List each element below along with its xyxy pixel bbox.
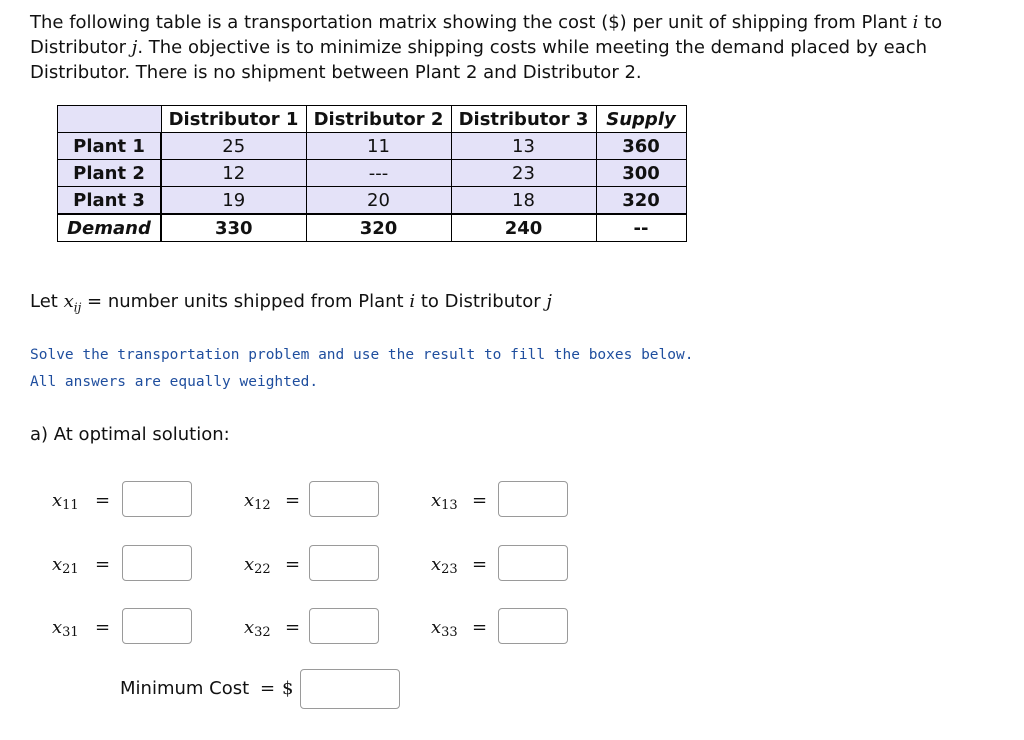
supply-cell: 320 xyxy=(596,187,686,215)
equals-sign: = xyxy=(472,617,488,638)
currency-symbol: $ xyxy=(282,678,294,699)
header-distributor-1: Distributor 1 xyxy=(161,106,306,133)
cost-cell: 19 xyxy=(161,187,306,215)
supply-cell: 360 xyxy=(596,133,686,160)
part-a-heading: a) At optimal solution: xyxy=(30,424,230,445)
header-supply: Supply xyxy=(596,106,686,133)
minimum-cost-label: Minimum Cost xyxy=(120,678,250,699)
var-label-x33: $x_{33}$ xyxy=(431,617,458,640)
problem-statement: The following table is a transportation matrix showing the cost ($) per unit of shipping from Plant i to Distributor j. The objective is to minimize shipping costs while meeting the demand placed by each Distributor. There is no shipment between Plant 2 and Distributor 2. xyxy=(30,12,943,83)
x33-input[interactable] xyxy=(498,608,568,644)
supply-cell: 300 xyxy=(596,160,686,187)
row-label-plant-1: Plant 1 xyxy=(58,133,162,160)
demand-cell: 320 xyxy=(306,214,451,242)
var-label-x22: $x_{22}$ xyxy=(244,554,271,577)
x23-input[interactable] xyxy=(498,545,568,581)
table-row xyxy=(58,133,687,160)
var-label-x11: $x_{11}$ xyxy=(52,490,79,513)
equals-sign: = xyxy=(285,617,301,638)
table-row xyxy=(58,160,687,187)
demand-cell: 240 xyxy=(451,214,596,242)
cost-cell: 12 xyxy=(161,160,306,187)
var-label-x12: $x_{12}$ xyxy=(244,490,271,513)
x11-input[interactable] xyxy=(122,481,192,517)
cost-cell: 25 xyxy=(161,133,306,160)
demand-cell: -- xyxy=(596,214,686,242)
cost-cell: 23 xyxy=(451,160,596,187)
transportation-matrix xyxy=(57,105,687,242)
var-label-x21: $x_{21}$ xyxy=(52,554,79,577)
minimum-cost-input[interactable] xyxy=(300,669,400,709)
demand-cell: 330 xyxy=(161,214,306,242)
cost-cell: 20 xyxy=(306,187,451,215)
equals-sign: = xyxy=(95,554,111,575)
equals-sign: = xyxy=(472,490,488,511)
x22-input[interactable] xyxy=(309,545,379,581)
header-distributor-3: Distributor 3 xyxy=(451,106,596,133)
x21-input[interactable] xyxy=(122,545,192,581)
var-label-x13: $x_{13}$ xyxy=(431,490,458,513)
equals-sign: = xyxy=(260,678,276,699)
x13-input[interactable] xyxy=(498,481,568,517)
table-row xyxy=(58,214,687,242)
header-distributor-2: Distributor 2 xyxy=(306,106,451,133)
equals-sign: = xyxy=(95,490,111,511)
equals-sign: = xyxy=(285,490,301,511)
var-label-x32: $x_{32}$ xyxy=(244,617,271,640)
x31-input[interactable] xyxy=(122,608,192,644)
row-label-plant-3: Plant 3 xyxy=(58,187,162,215)
var-label-x23: $x_{23}$ xyxy=(431,554,458,577)
cost-cell: 11 xyxy=(306,133,451,160)
cost-cell: --- xyxy=(306,160,451,187)
cost-cell: 13 xyxy=(451,133,596,160)
instruction-line-1: Solve the transportation problem and use the result to fill the boxes below. xyxy=(30,347,694,363)
row-label-demand: Demand xyxy=(58,214,162,242)
x12-input[interactable] xyxy=(309,481,379,517)
equals-sign: = xyxy=(472,554,488,575)
equals-sign: = xyxy=(285,554,301,575)
var-label-x31: $x_{31}$ xyxy=(52,617,79,640)
table-row xyxy=(58,187,687,215)
variable-definition: Let $x_{ij}$ = number units shipped from Plant i to Distributor j xyxy=(30,291,552,315)
table-corner xyxy=(58,106,162,133)
equals-sign: = xyxy=(95,617,111,638)
instruction-line-2: All answers are equally weighted. xyxy=(30,374,319,390)
cost-cell: 18 xyxy=(451,187,596,215)
x32-input[interactable] xyxy=(309,608,379,644)
row-label-plant-2: Plant 2 xyxy=(58,160,162,187)
